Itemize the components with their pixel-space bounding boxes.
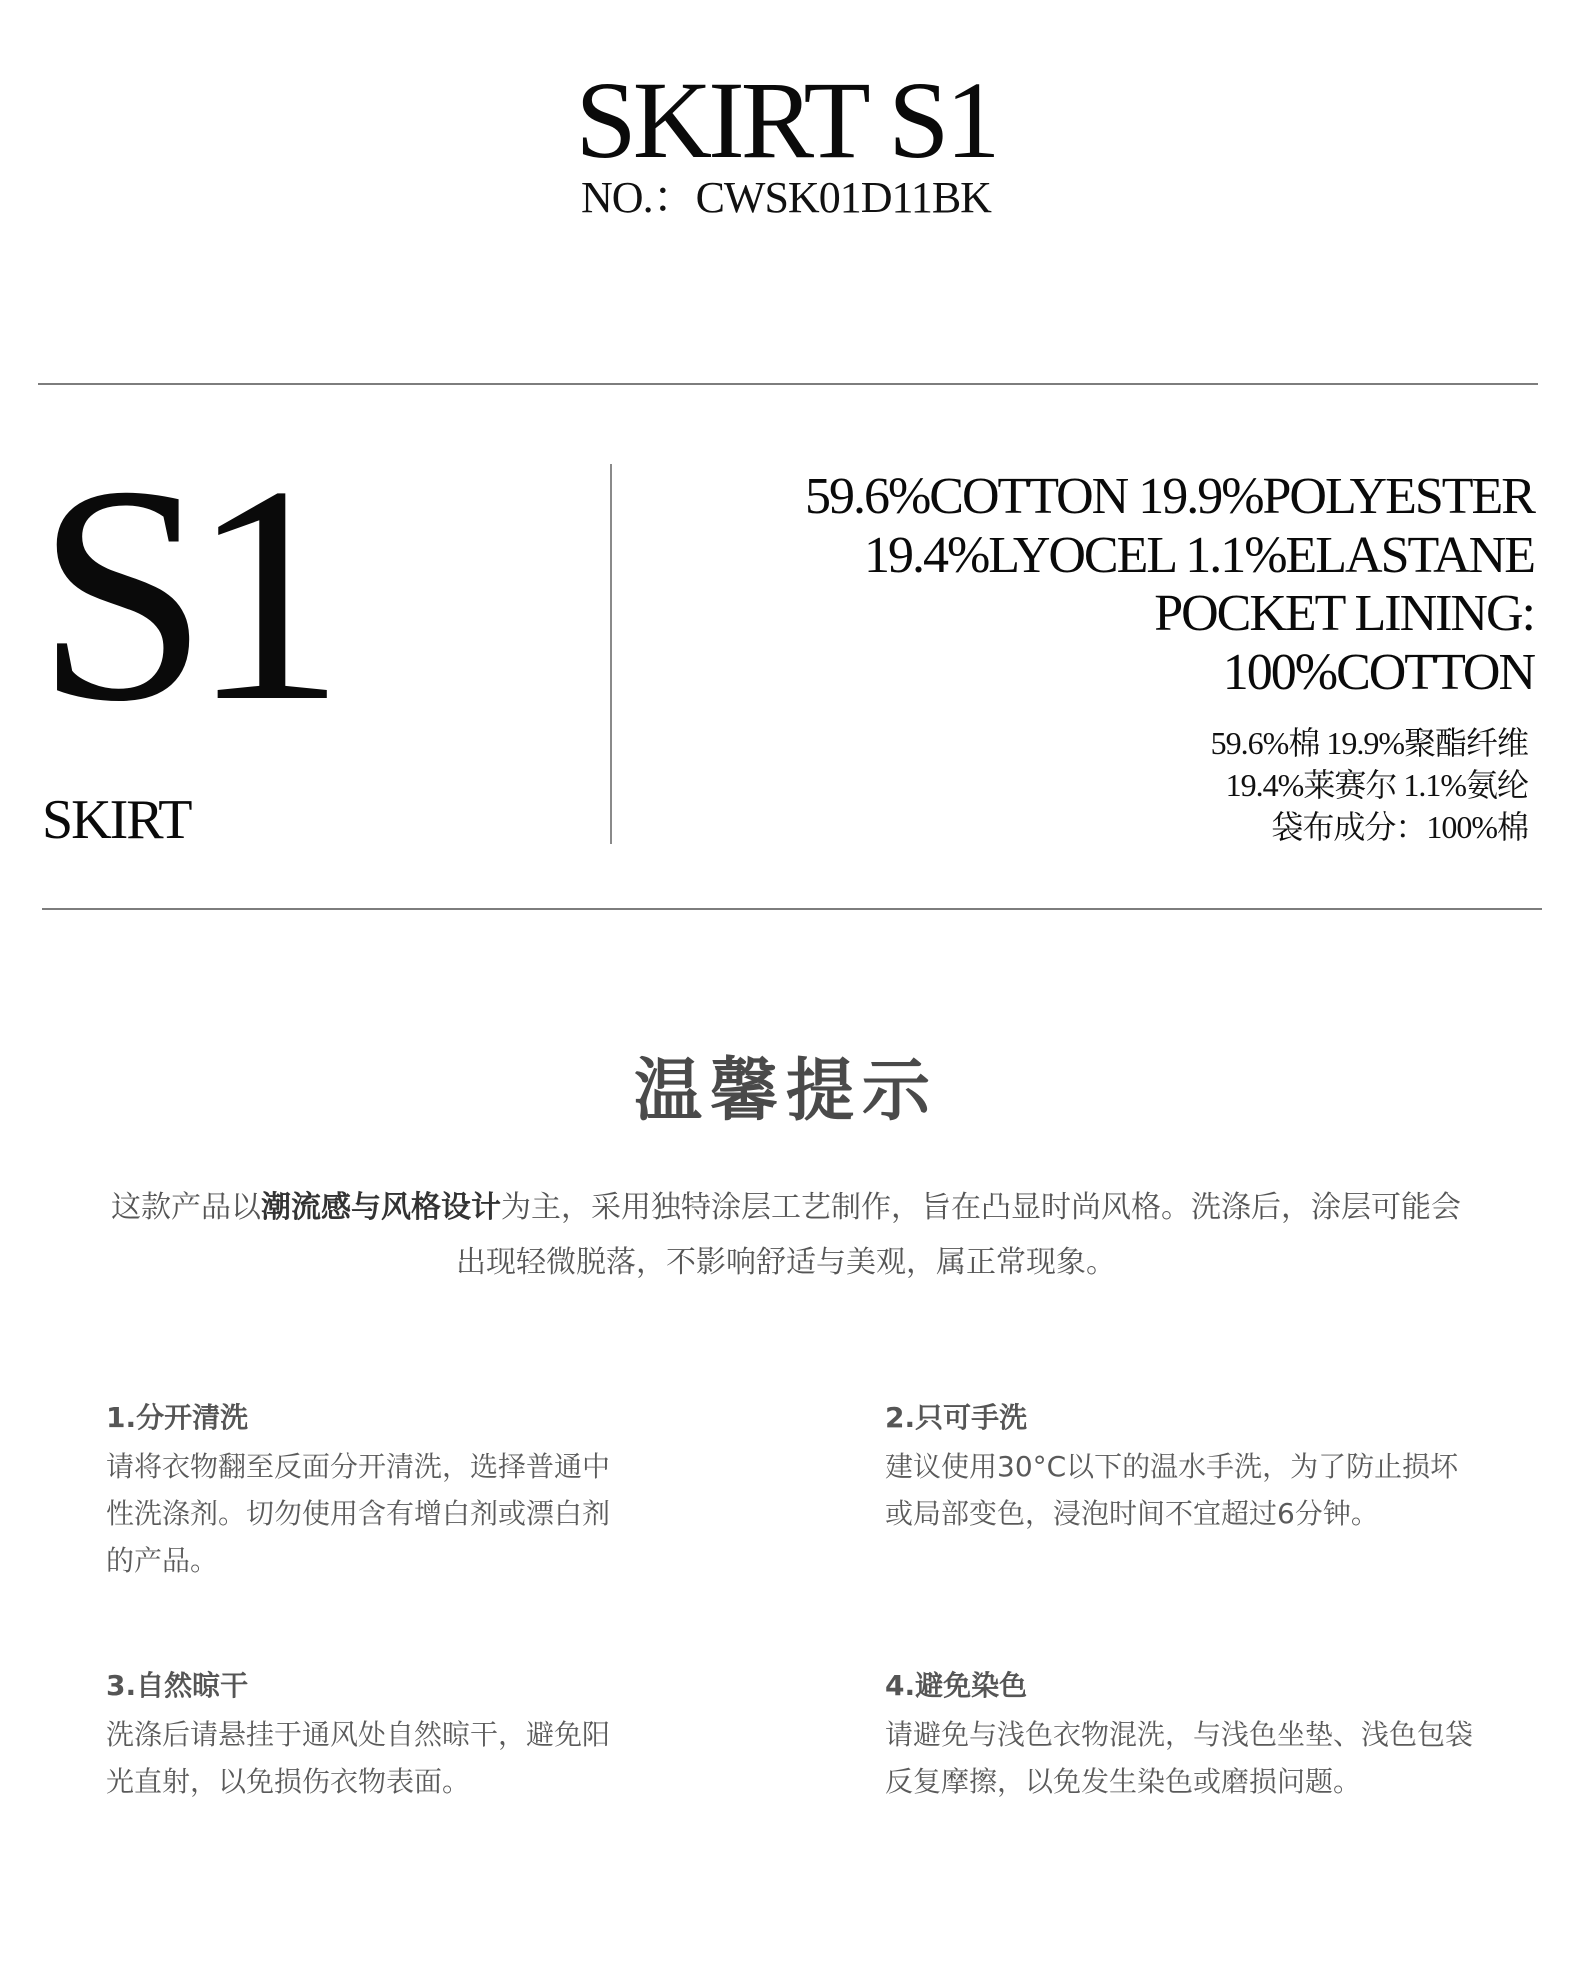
- tip-title: 3.自然晾干: [106, 1669, 249, 1702]
- composition-chinese: [828, 722, 1528, 848]
- product-code: S1: [36, 423, 328, 766]
- tip-body: 请将衣物翻至反面分开清洗，选择普通中性洗涤剂。切勿使用含有增白剂或漂白剂的产品。: [106, 1450, 611, 1577]
- divider-bottom: [42, 908, 1542, 910]
- tips-intro-text: 这款产品以: [111, 1190, 261, 1225]
- product-type-label: SKIRT: [42, 789, 191, 851]
- composition-cn-line: 19.4%莱赛尔 1.1%氨纶: [1225, 767, 1528, 803]
- composition-cn-line: 袋布成分：100%棉: [1271, 809, 1528, 845]
- composition-cn-line: 59.6%棉 19.9%聚酯纤维: [1210, 725, 1528, 761]
- tips-intro-text: 为主，采用独特涂层工艺制作，旨在凸显时尚风格。洗涤后，涂层可能会出现轻微脱落，不影响舒适与美观，属正常现象。: [456, 1190, 1461, 1280]
- tip-body: 建议使用30°C以下的温水手洗，为了防止损坏或局部变色，浸泡时间不宜超过6分钟。: [885, 1450, 1459, 1530]
- tip-title: 1.分开清洗: [106, 1401, 249, 1434]
- tips-intro-emphasis: 潮流感与风格设计: [261, 1190, 501, 1225]
- composition-english: [634, 468, 1534, 702]
- tip-title: 4.避免染色: [885, 1669, 1028, 1702]
- tip-hand-wash: [885, 1395, 1485, 1537]
- composition-en-line: 19.4%LYOCEL 1.1%ELASTANE: [863, 526, 1534, 584]
- tip-air-dry: [106, 1663, 626, 1805]
- tips-intro: [108, 1180, 1464, 1290]
- tip-body: 请避免与浅色衣物混洗，与浅色坐垫、浅色包袋反复摩擦，以免发生染色或磨损问题。: [885, 1718, 1474, 1798]
- tips-heading: 温馨提示: [633, 1052, 938, 1131]
- tip-title: 2.只可手洗: [885, 1401, 1028, 1434]
- tip-avoid-dye: [885, 1663, 1485, 1805]
- composition-en-line: 100%COTTON: [1222, 643, 1534, 701]
- divider-top: [38, 383, 1538, 385]
- tip-body: 洗涤后请悬挂于通风处自然晾干，避免阳光直射，以免损伤衣物表面。: [106, 1718, 611, 1798]
- product-title: SKIRT S1: [575, 59, 997, 181]
- divider-vertical: [610, 464, 612, 844]
- composition-en-line: 59.6%COTTON 19.9%POLYESTER: [804, 468, 1534, 525]
- tip-separate-wash: [106, 1395, 626, 1584]
- composition-en-line: POCKET LINING:: [1154, 585, 1534, 642]
- product-number: NO.：CWSK01D11BK: [581, 173, 991, 222]
